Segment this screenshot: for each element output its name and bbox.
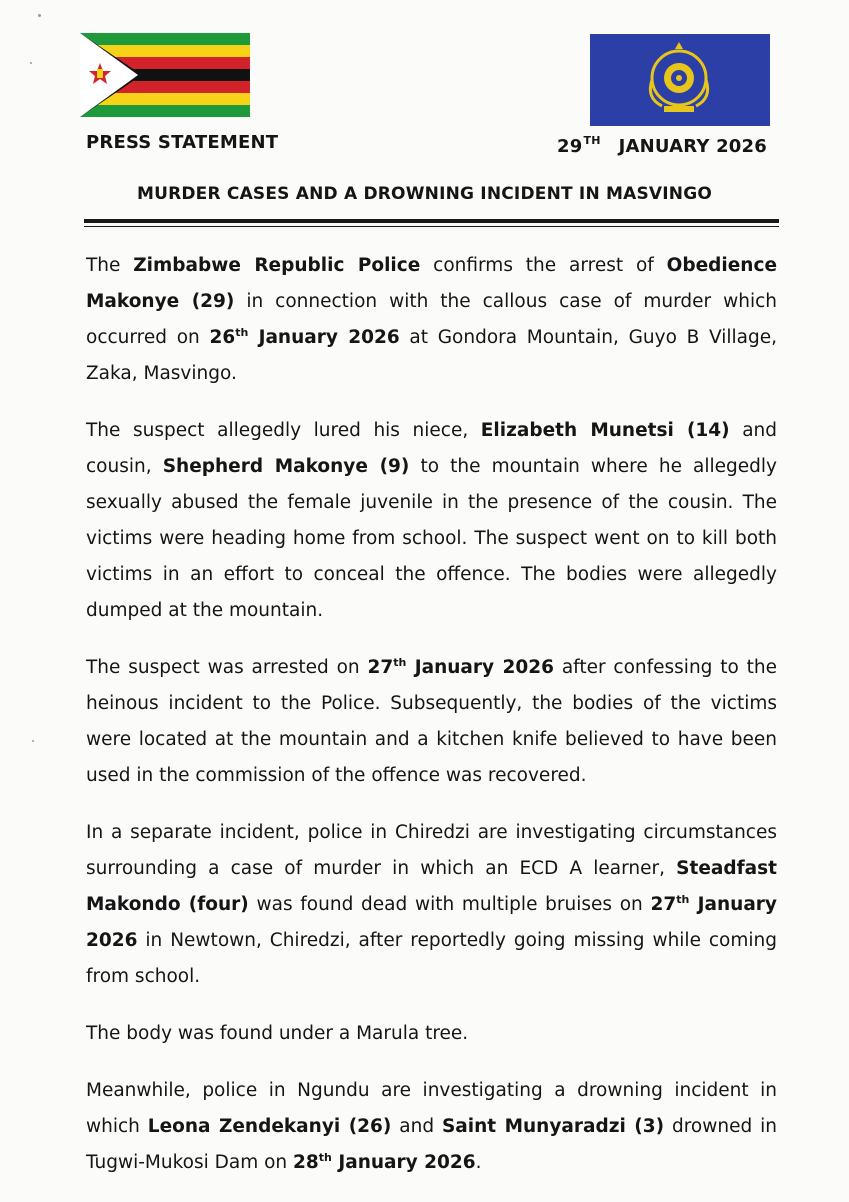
paragraph-chiredzi: In a separate incident, police in Chiredzi are investigating circumstances surrounding a case of murder in which an ECD A learner, Steadfast Makondo (four) was found dead with multiple bruises on 27th January 2026 in Newtown, Chiredzi, after reportedly going missing while coming from school.: [86, 822, 777, 987]
scan-speck: [38, 14, 41, 17]
title-rule-thick: [84, 219, 779, 223]
date-day: 29: [557, 136, 583, 157]
statement-title: MURDER CASES AND A DROWNING INCIDENT IN MASVINGO: [136, 184, 713, 204]
date-suffix: TH: [583, 134, 601, 147]
zrp-emblem-icon: [590, 34, 770, 126]
press-statement-label: PRESS STATEMENT: [86, 132, 279, 153]
scan-speck: [30, 62, 32, 64]
title-rule-thin: [84, 226, 779, 227]
paragraph-arrest: The Zimbabwe Republic Police confirms the arrest of Obedience Makonye (29) in connection with the callous case of murder which occurred on 26th January 2026 at Gondora Mountain, Guyo B Village, Zaka, Masvingo.: [86, 255, 778, 384]
paragraph-victims: The suspect allegedly lured his niece, Elizabeth Munetsi (14) and cousin, Shepherd Makonye (9) to the mountain where he allegedly sexually abused the female juvenile in the presence of the cousin. The victims were heading home from school. The suspect went on to kill both victims in an effort to conceal the offence. The bodies were allegedly dumped at the mountain.: [86, 420, 778, 621]
statement-body: [86, 248, 777, 1202]
paragraph-drowning: Meanwhile, police in Ngundu are investigating a drowning incident in which Leona Zendekanyi (26) and Saint Munyaradzi (3) drowned in Tugwi-Mukosi Dam on 28th January 2026.: [86, 1080, 777, 1173]
date-month-year: JANUARY 2026: [618, 136, 767, 157]
zimbabwe-flag-icon: [80, 33, 250, 117]
statement-date: [557, 134, 767, 157]
paragraph-body-found: The body was found under a Marula tree.: [86, 1023, 469, 1044]
paragraph-confession: The suspect was arrested on 27th January 2026 after confessing to the heinous incident to the Police. Subsequently, the bodies of the victims were located at the mountain and a kitchen knife believed to have been used in the commission of the offence was recovered.: [86, 656, 778, 786]
scan-speck: [32, 740, 34, 742]
